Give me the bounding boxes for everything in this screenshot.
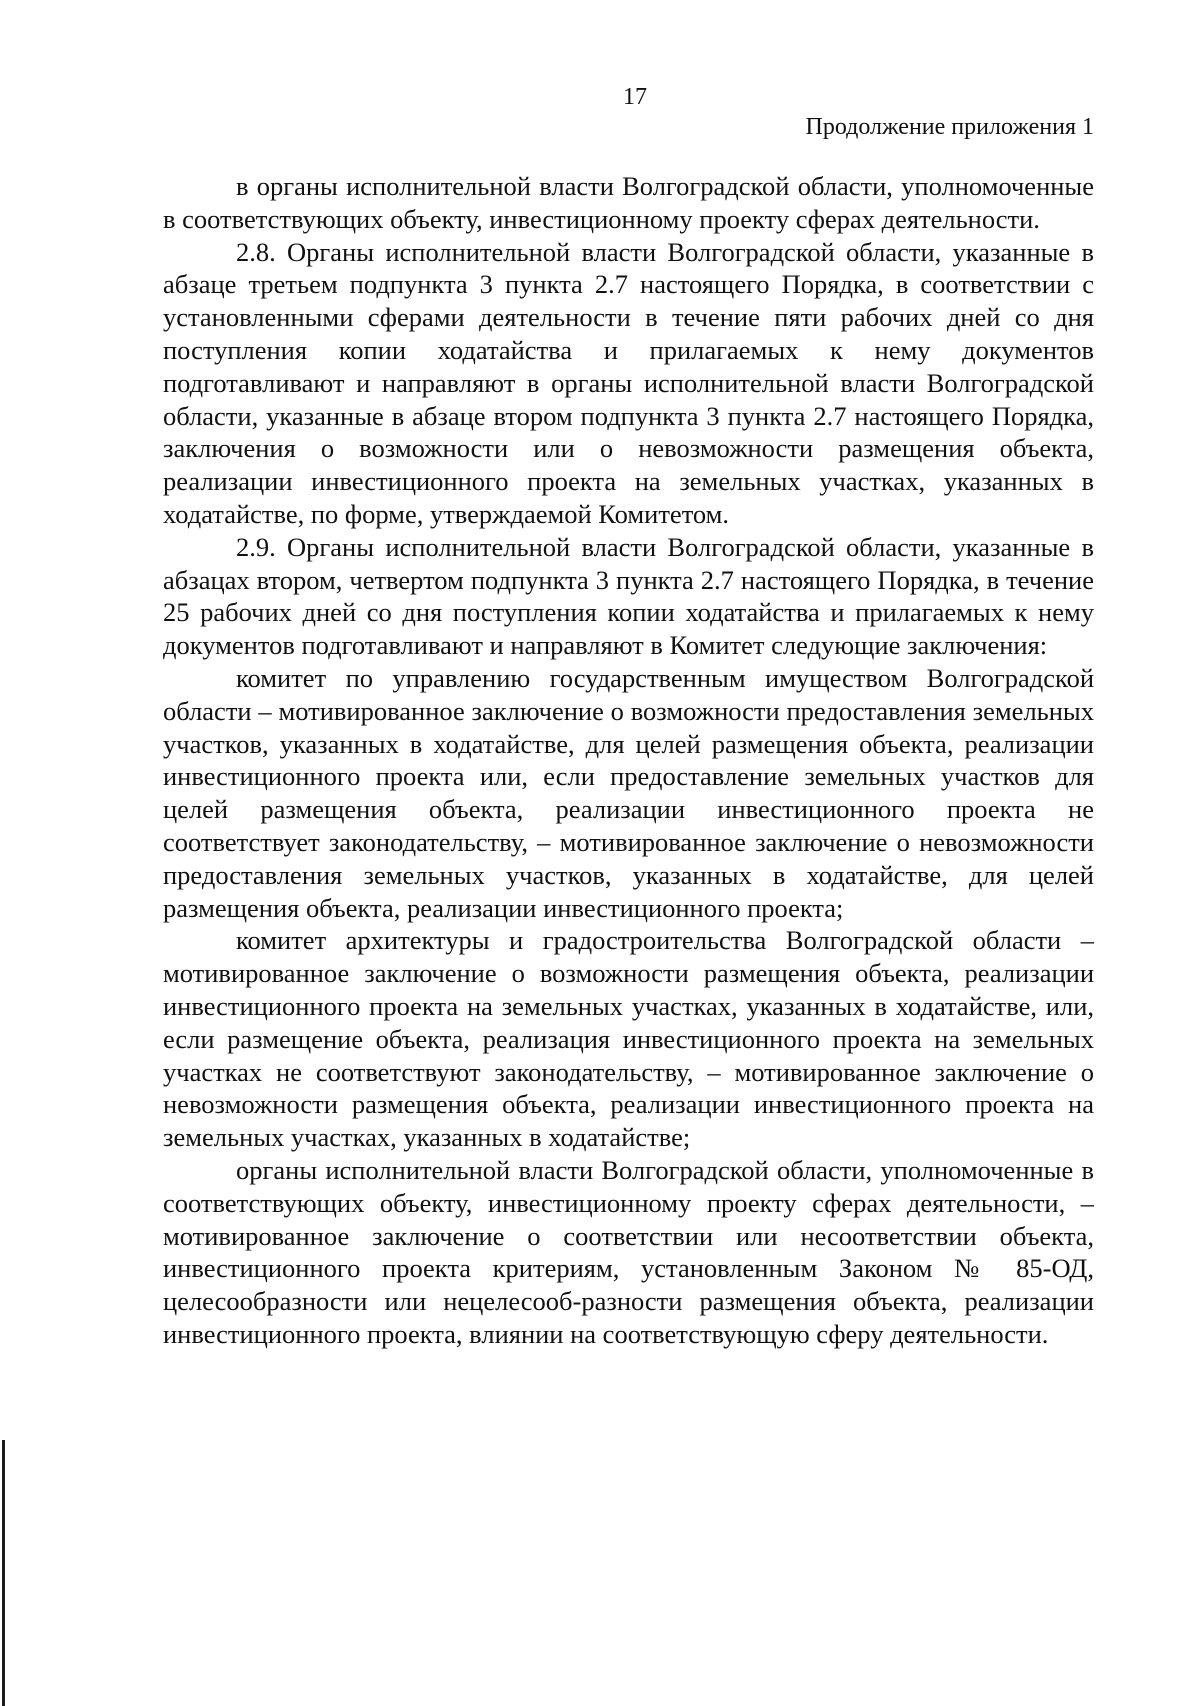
paragraph-authorized-bodies: органы исполнительной власти Волгоградской области, уполномоченные в соответствующих объекту, инвестиционному проекту сферах деятельности, – мотивированное заключение о соответствии или несоответствии объекта, инвестиционного проекта критериям, установленным Законом № 85-ОД, целесообразности или нецелесооб-разности размещения объекта, реализации инвестиционного проекта, влиянии на соответствующую сферу деятельности. <box>163 1154 1094 1349</box>
scan-edge-line <box>2 1440 5 1706</box>
page-number: 17 <box>623 84 647 110</box>
paragraph-property-committee: комитет по управлению государственным имуществом Волгоградской области – мотивированное заключение о возможности предоставления земельных участков, указанных в ходатайстве, для целей размещения объекта, реализации инвестиционного проекта или, если предоставление земельных участков для целей размещения объекта, реализации инвестиционного проекта не соответствует законодательству, – мотивированное заключение о невозможности предоставления земельных участков, указанных в ходатайстве, для целей размещения объекта, реализации инвестиционного проекта; <box>163 662 1094 923</box>
paragraph-2-9: 2.9. Органы исполнительной власти Волгоградской области, указанные в абзацах втором, четвертом подпункта 3 пункта 2.7 настоящего Порядка, в течение 25 рабочих дней со дня поступления копии ходатайства и прилагаемых к нему документов подготавливают и направляют в Комитет следующие заключения: <box>163 531 1094 661</box>
document-body <box>163 170 1094 1351</box>
appendix-continuation-note: Продолжение приложения 1 <box>805 114 1094 140</box>
paragraph-architecture-committee: комитет архитектуры и градостроительства Волгоградской области – мотивированное заключение о возможности размещения объекта, реализации инвестиционного проекта на земельных участках, указанных в ходатайстве, или, если размещение объекта, реализация инвестиционного проекта на земельных участках не соответствуют законодательству, – мотивированное заключение о невозможности размещения объекта, реализации инвестиционного проекта на земельных участках, указанных в ходатайстве; <box>163 925 1094 1153</box>
paragraph-2-8: 2.8. Органы исполнительной власти Волгоградской области, указанные в абзаце третьем подпункта 3 пункта 2.7 настоящего Порядка, в соответствии с установленными сферами деятельности в течение пяти рабочих дней со дня поступления копии ходатайства и прилагаемых к нему документов подготавливают и направляют в органы исполнительной власти Волгоградской области, указанные в абзаце втором подпункта 3 пункта 2.7 настоящего Порядка, заключения о возможности или о невозможности размещения объекта, реализации инвестиционного проекта на земельных участках, указанных в ходатайстве, по форме, утверждаемой Комитетом. <box>163 236 1094 529</box>
paragraph-continuation: в органы исполнительной власти Волгоградской области, уполномоченные в соответствующих объекту, инвестиционному проекту сферах деятельности. <box>163 171 1094 234</box>
